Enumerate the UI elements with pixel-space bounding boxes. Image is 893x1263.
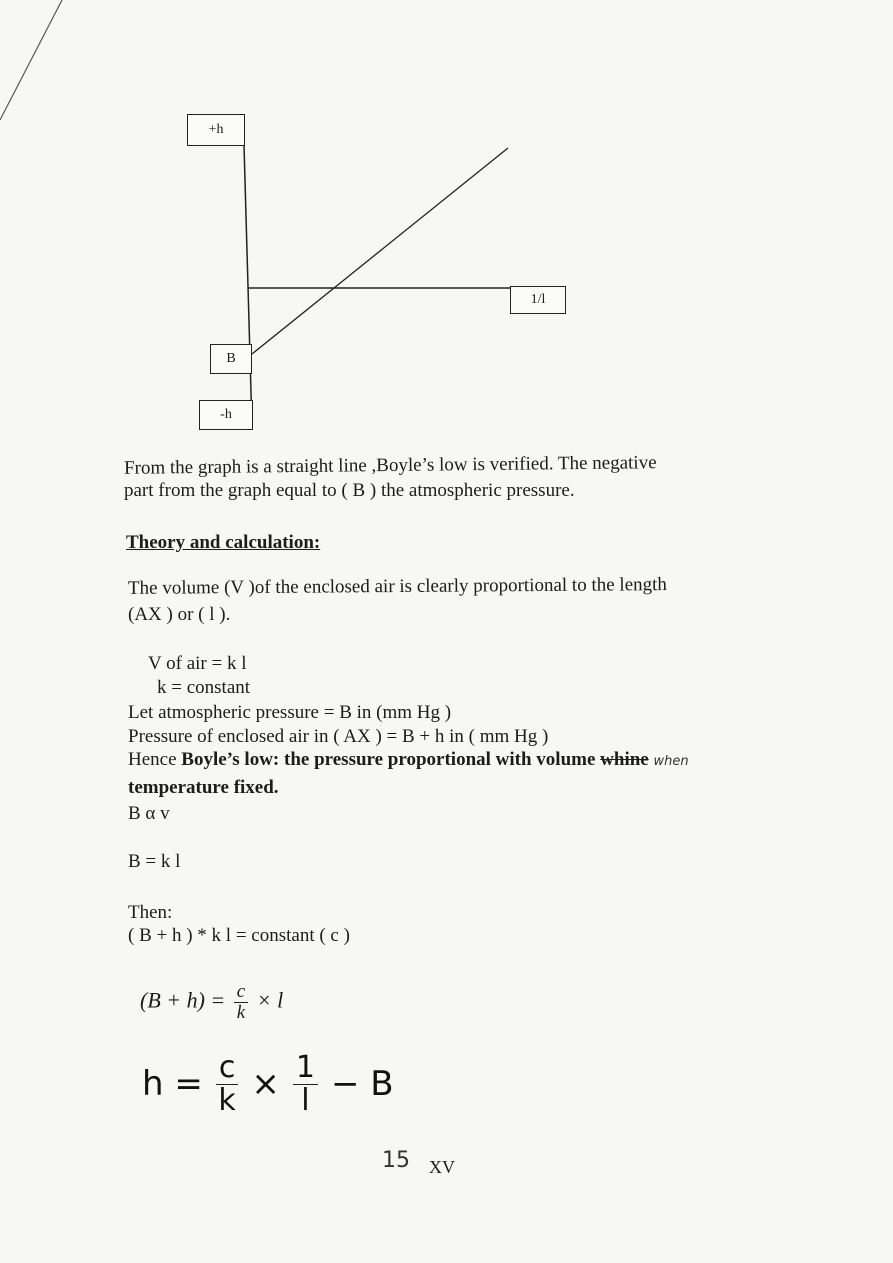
y-top-label-box — [187, 114, 245, 146]
data-line — [252, 148, 508, 354]
y-axis — [244, 145, 252, 428]
volume-equation: V of air = k l — [148, 653, 247, 674]
formula-typed — [140, 982, 283, 1023]
formula-hand-fraction-1 — [216, 1052, 239, 1116]
b-equation: B = k l — [128, 851, 181, 872]
intercept-label: B — [226, 351, 236, 366]
formula-hand-times: × — [251, 1064, 280, 1104]
conclusion-line-1: From the graph is a straight line ,Boyle’s low is verified. The negative — [123, 452, 657, 479]
boyle-graph — [0, 0, 893, 460]
formula-typed-rhs: × l — [256, 987, 284, 1013]
conclusion-line-2: part from the graph equal to ( B ) the atmospheric pressure. — [124, 480, 575, 501]
constant-equation: ( B + h ) * k l = constant ( c ) — [128, 925, 350, 946]
formula-hand-lhs: h = — [142, 1064, 203, 1104]
boyles-law-line-2: temperature fixed. — [128, 777, 279, 798]
formula-typed-denominator: k — [236, 1001, 246, 1023]
y-bottom-label-box — [199, 400, 253, 430]
section-heading: Theory and calculation: — [126, 532, 321, 553]
formula-hand-num-2: 1 — [293, 1052, 318, 1085]
k-constant: k = constant — [157, 677, 251, 698]
intercept-label-box — [210, 344, 252, 374]
formula-hand-rhs: − B — [330, 1064, 394, 1104]
boyles-law-line-1 — [128, 750, 689, 769]
formula-hand-den-2: l — [301, 1082, 310, 1118]
formula-hand-num-1: c — [216, 1052, 239, 1085]
formula-typed-lhs: (B + h) = — [140, 987, 226, 1013]
proportional-relation: B α v — [128, 803, 170, 824]
handwritten-correction: when — [653, 754, 689, 769]
hence-prefix: Hence — [128, 749, 182, 770]
law-statement-bold: Boyle’s low: the pressure proportional with volume — [181, 749, 596, 770]
x-axis-label-box — [510, 286, 566, 314]
atmospheric-pressure-line: Let atmospheric pressure = B in (mm Hg ) — [128, 702, 452, 723]
paragraph-line-1: The volume (V )of the enclosed air is clearly proportional to the length — [127, 574, 667, 599]
then-label: Then: — [128, 902, 173, 923]
y-bottom-label: -h — [220, 407, 232, 422]
page-number-handwritten: 15 — [382, 1148, 410, 1173]
formula-hand-fraction-2 — [293, 1052, 318, 1116]
x-axis-label: 1/l — [530, 292, 546, 307]
formula-typed-numerator: c — [234, 982, 248, 1003]
formula-typed-fraction — [234, 982, 248, 1023]
enclosed-pressure-line: Pressure of enclosed air in ( AX ) = B + h in ( mm Hg ) — [128, 726, 549, 747]
page-number-printed: XV — [429, 1157, 455, 1177]
crossed-out-word: whine — [600, 749, 649, 770]
formula-hand-den-1: k — [218, 1082, 236, 1118]
paragraph-line-2: (AX ) or ( l ). — [128, 604, 231, 625]
formula-handwritten — [142, 1052, 394, 1116]
y-top-label: +h — [208, 122, 224, 137]
